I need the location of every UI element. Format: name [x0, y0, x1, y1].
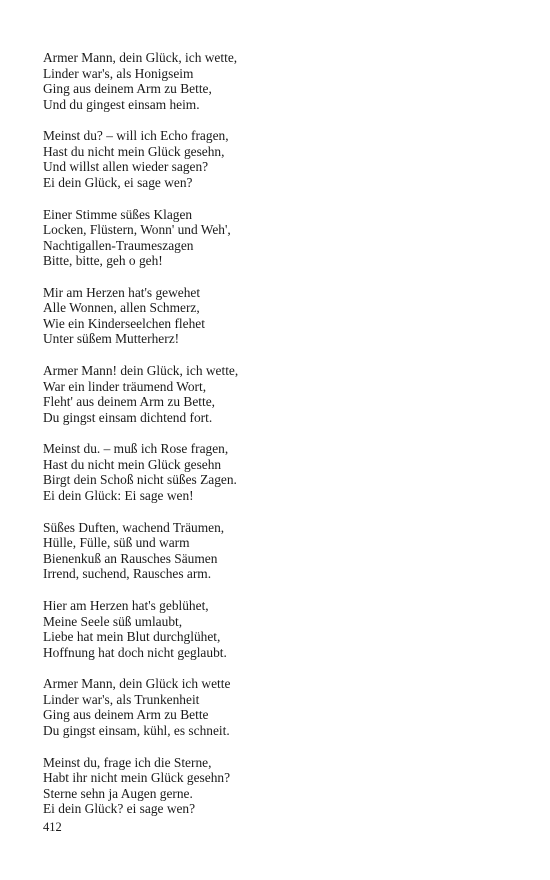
verse-line: Armer Mann, dein Glück ich wette: [43, 676, 231, 692]
stanza-9: [43, 676, 513, 738]
page-number: 412: [43, 820, 62, 834]
verse-line: Einer Stimme süßes Klagen: [43, 206, 193, 222]
stanza-3: [43, 207, 513, 269]
verse-line: Und willst allen wieder sagen?: [43, 159, 209, 175]
verse-line: Süßes Duften, wachend Träumen,: [43, 519, 225, 535]
verse-line: Armer Mann! dein Glück, ich wette,: [43, 363, 239, 379]
verse-line: Meinst du. – muß ich Rose fragen,: [43, 441, 229, 457]
verse-line: Hier am Herzen hat's geblühet,: [43, 598, 209, 614]
verse-line: Unter süßem Mutterherz!: [43, 331, 180, 347]
verse-line: Meinst du, frage ich die Sterne,: [43, 754, 212, 770]
stanza-8: [43, 598, 513, 660]
verse-line: Wie ein Kinderseelchen flehet: [43, 315, 205, 331]
stanza-1: [43, 50, 513, 112]
verse-line: Ging aus deinem Arm zu Bette: [43, 707, 209, 723]
verse-line: Hülle, Fülle, süß und warm: [43, 535, 190, 551]
stanza-7: [43, 520, 513, 582]
stanza-6: [43, 441, 513, 503]
poem-text: [43, 50, 513, 833]
stanza-4: [43, 285, 513, 347]
verse-line: Armer Mann, dein Glück, ich wette,: [43, 50, 238, 65]
verse-line: Und du gingest einsam heim.: [43, 96, 200, 112]
verse-line: Hast du nicht mein Glück gesehn: [43, 456, 222, 472]
verse-line: Hast du nicht mein Glück gesehn,: [43, 143, 225, 159]
stanza-10: [43, 755, 513, 817]
stanza-5: [43, 363, 513, 425]
verse-line: Meinst du? – will ich Echo fragen,: [43, 128, 229, 144]
verse-line: Liebe hat mein Blut durchglühet,: [43, 629, 221, 645]
verse-line: Fleht' aus deinem Arm zu Bette,: [43, 394, 215, 410]
verse-line: Locken, Flüstern, Wonn' und Weh',: [43, 222, 231, 238]
verse-line: Linder war's, als Trunkenheit: [43, 691, 200, 707]
verse-line: Habt ihr nicht mein Glück gesehn?: [43, 770, 231, 786]
stanza-2: [43, 128, 513, 190]
verse-line: Hoffnung hat doch nicht geglaubt.: [43, 644, 227, 660]
verse-line: Irrend, suchend, Rausches arm.: [43, 566, 212, 582]
verse-line: Bienenkuß an Rausches Säumen: [43, 550, 218, 566]
verse-line: Bitte, bitte, geh o geh!: [43, 253, 163, 269]
verse-line: Nachtigallen-Traumeszagen: [43, 237, 194, 253]
verse-line: Ei dein Glück: Ei sage wen!: [43, 487, 194, 503]
verse-line: Linder war's, als Honigseim: [43, 65, 194, 81]
verse-line: Ei dein Glück? ei sage wen?: [43, 801, 196, 817]
verse-line: Du gingst einsam dichtend fort.: [43, 409, 213, 425]
verse-line: Sterne sehn ja Augen gerne.: [43, 785, 193, 801]
verse-line: Ging aus deinem Arm zu Bette,: [43, 81, 212, 96]
verse-line: War ein linder träumend Wort,: [43, 378, 207, 394]
verse-line: Mir am Herzen hat's gewehet: [43, 284, 201, 300]
verse-line: Meine Seele süß umlaubt,: [43, 613, 183, 629]
verse-line: Du gingst einsam, kühl, es schneit.: [43, 722, 230, 738]
verse-line: Ei dein Glück, ei sage wen?: [43, 174, 193, 190]
verse-line: Birgt dein Schoß nicht süßes Zagen.: [43, 472, 237, 488]
verse-line: Alle Wonnen, allen Schmerz,: [43, 300, 200, 316]
